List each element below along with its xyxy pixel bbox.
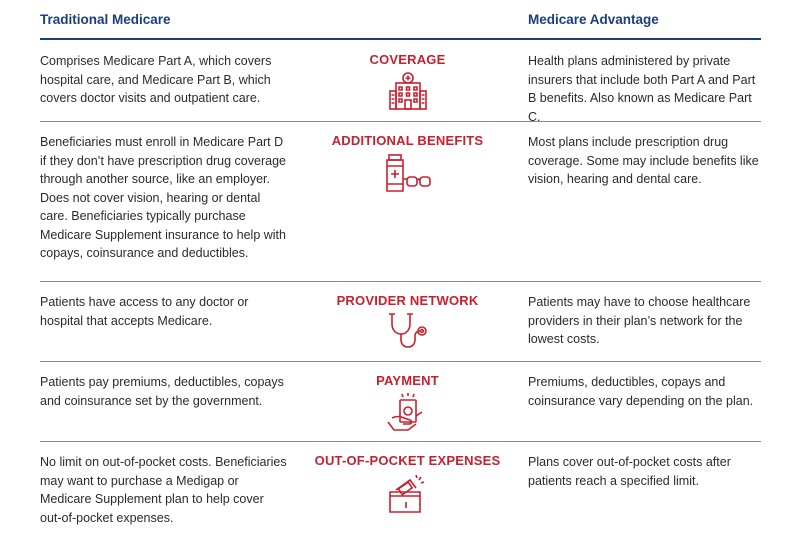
provider-network-row	[40, 282, 761, 362]
hand-money-icon	[295, 392, 520, 434]
traditional-oop-text: No limit on out-of-pocket costs. Beneficiaries may want to purchase a Medigap or Medicare Supplement plan to help cover out-of-pocket expenses.	[40, 455, 287, 525]
payment-row	[40, 362, 761, 442]
provider-network-title: PROVIDER NETWORK	[336, 293, 479, 308]
advantage-network-text: Patients may have to choose healthcare providers in their plan’s network for the lowest costs.	[528, 295, 751, 346]
traditional-coverage-text: Comprises Medicare Part A, which covers hospital care, and Medicare Part B, which covers doctor visits and outpatient care.	[40, 54, 272, 105]
medicare-advantage-header: Medicare Advantage	[528, 12, 659, 27]
out-of-pocket-row	[40, 442, 761, 542]
hospital-icon	[295, 71, 520, 111]
traditional-payment-text: Patients pay premiums, deductibles, copays and coinsurance set by the government.	[40, 375, 284, 408]
out-of-pocket-title: OUT-OF-POCKET EXPENSES	[314, 453, 501, 468]
additional-benefits-title: ADDITIONAL BENEFITS	[331, 133, 484, 148]
stethoscope-icon	[295, 312, 520, 350]
advantage-coverage-text: Health plans administered by private insurers that include both Part A and Part B benefits. Also known as Medicare Part C.	[528, 54, 756, 124]
coverage-row	[40, 40, 761, 122]
advantage-payment-text: Premiums, deductibles, copays and coinsurance vary depending on the plan.	[528, 375, 754, 408]
wallet-cash-icon	[295, 472, 520, 516]
coverage-title: COVERAGE	[369, 52, 446, 67]
traditional-network-text: Patients have access to any doctor or hospital that accepts Medicare.	[40, 295, 249, 328]
advantage-benefits-text: Most plans include prescription drug coverage. Some may include benefits like vision, hearing and dental care.	[528, 135, 759, 186]
advantage-oop-text: Plans cover out-of-pocket costs after patients reach a specified limit.	[528, 455, 731, 488]
pill-bottle-glasses-icon	[295, 152, 520, 194]
additional-benefits-row	[40, 122, 761, 282]
traditional-benefits-text: Beneficiaries must enroll in Medicare Part D if they don’t have prescription drug coverage through another source, like an employer. Does not cover vision, hearing or dental care. Beneficiaries typically purchase Medicare Supplement insurance to help with copays, coinsurance and deductibles.	[40, 135, 286, 260]
traditional-medicare-header: Traditional Medicare	[40, 12, 171, 27]
payment-title: PAYMENT	[376, 373, 439, 388]
